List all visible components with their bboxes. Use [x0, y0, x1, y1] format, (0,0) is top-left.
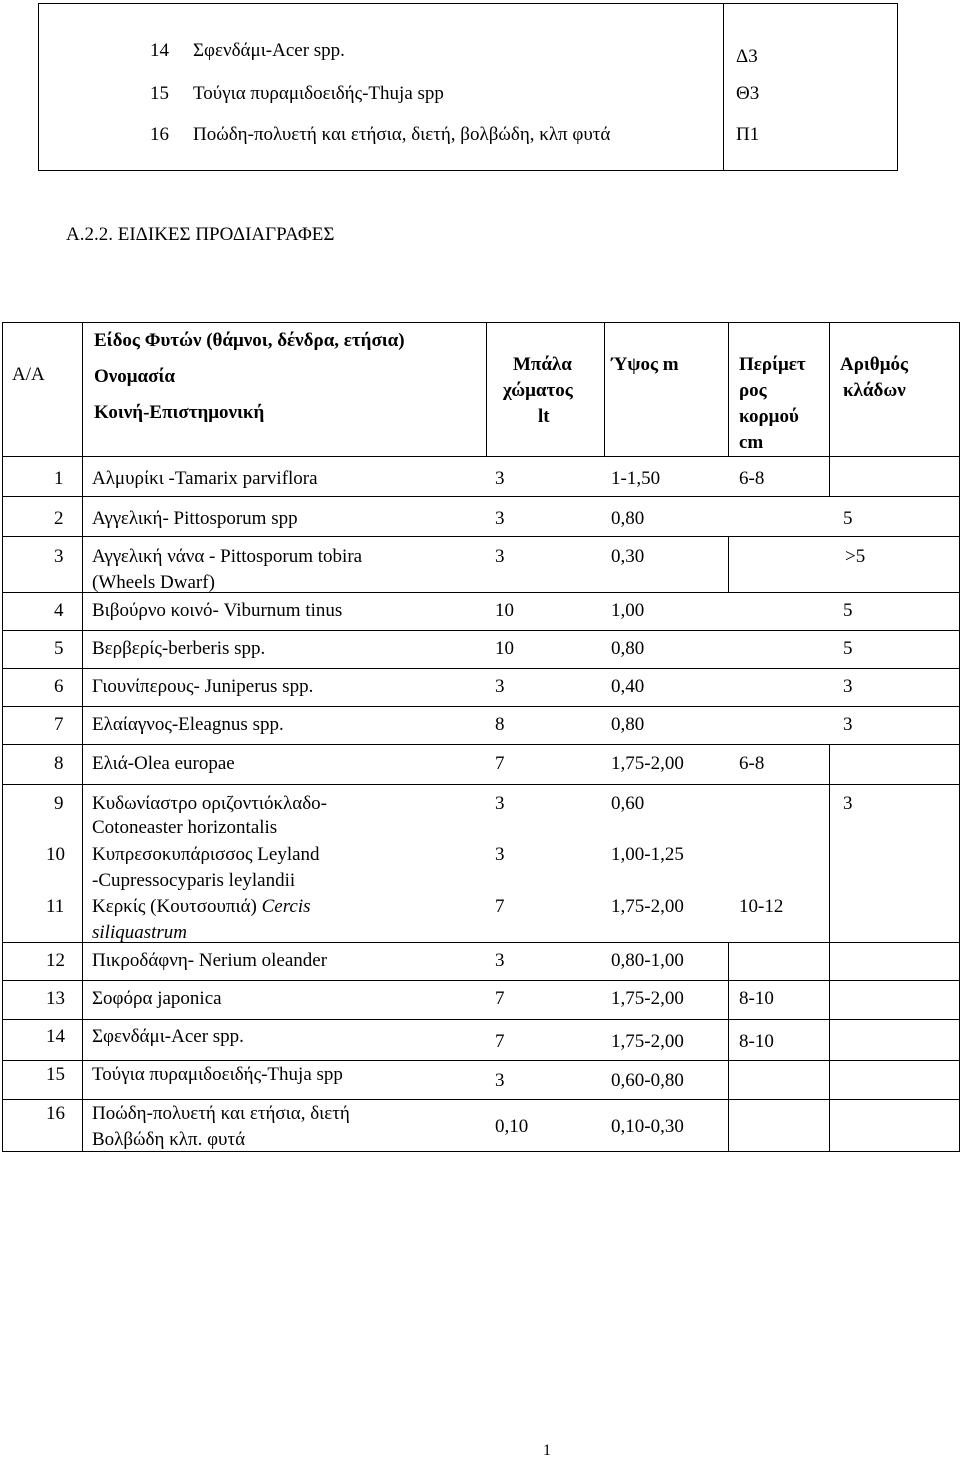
- header-branches: κλάδων: [843, 380, 906, 401]
- row-number: 14: [46, 1026, 65, 1047]
- height-value: 1,75-2,00: [611, 988, 684, 1009]
- plant-name: Σφενδάμι-Acer spp.: [92, 1026, 244, 1047]
- table-border: [2, 322, 960, 323]
- perimeter-value: 6-8: [739, 468, 765, 489]
- plant-name-cont: siliquastrum: [92, 922, 188, 943]
- height-value: 0,80-1,00: [611, 950, 684, 971]
- column-divider: [728, 942, 729, 1152]
- ball-value: 7: [495, 753, 505, 774]
- plant-name: Βερβερίς-berberis spp.: [92, 638, 266, 659]
- plant-name: [92, 894, 311, 920]
- ball-value: 0,10: [495, 1116, 529, 1137]
- row-divider: [2, 784, 960, 785]
- row-number: 8: [54, 753, 64, 774]
- branches-value: 3: [843, 793, 853, 814]
- plant-name-cont: (Wheels Dwarf): [92, 572, 215, 593]
- row-divider: [2, 536, 960, 537]
- plant-name-common: Κερκίς (Κουτσουπιά): [92, 896, 262, 917]
- plant-name-italic: Cercis: [261, 896, 311, 917]
- row-number: 15: [150, 83, 169, 104]
- ball-value: 7: [495, 896, 505, 917]
- header-ball-unit: lt: [538, 406, 550, 427]
- plant-name: Πικροδάφνη- Nerium oleander: [92, 950, 328, 971]
- row-number: 4: [54, 600, 64, 621]
- branches-value: 3: [843, 714, 853, 735]
- row-number: 16: [46, 1103, 65, 1124]
- header-species-name: Ονομασία: [94, 366, 175, 387]
- plant-name: Κυδωνίαστρο οριζοντιόκλαδο-: [92, 793, 327, 814]
- height-value: 0,10-0,30: [611, 1116, 684, 1137]
- plant-code: Θ3: [736, 83, 760, 104]
- plant-name: Βιβούρνο κοινό- Viburnum tinus: [92, 600, 343, 621]
- height-value: 0,60: [611, 793, 645, 814]
- perimeter-value: 8-10: [739, 1031, 774, 1052]
- height-value: 1,75-2,00: [611, 896, 684, 917]
- column-divider: [829, 322, 830, 456]
- header-species: Είδος Φυτών (θάμνοι, δένδρα, ετήσια): [94, 330, 405, 351]
- row-divider: [2, 1099, 960, 1100]
- row-divider: [2, 1060, 960, 1061]
- branches-value: 5: [843, 508, 853, 529]
- ball-value: 3: [495, 468, 505, 489]
- header-species-common-scientific: Κοινή-Επιστημονική: [94, 402, 265, 423]
- plant-code: Π1: [736, 124, 760, 145]
- plant-name-cont: -Cupressocyparis leylandii: [92, 870, 296, 891]
- height-value: 0,40: [611, 676, 645, 697]
- ball-value: 8: [495, 714, 505, 735]
- plant-name: Σφενδάμι-Acer spp.: [193, 40, 345, 61]
- row-divider: [2, 706, 960, 707]
- row-number: 14: [150, 40, 169, 61]
- row-number: 3: [54, 546, 64, 567]
- row-number: 9: [54, 793, 64, 814]
- ball-value: 10: [495, 600, 514, 621]
- ball-value: 3: [495, 676, 505, 697]
- ball-value: 3: [495, 508, 505, 529]
- plant-name: Αγγελική- Pittosporum spp: [92, 508, 298, 529]
- height-value: 0,80: [611, 508, 645, 529]
- row-divider: [2, 496, 960, 497]
- height-value: 1,00-1,25: [611, 844, 684, 865]
- column-divider: [829, 456, 830, 496]
- row-divider: [2, 980, 960, 981]
- table-row: [39, 124, 897, 160]
- ball-value: 3: [495, 950, 505, 971]
- ball-value: 3: [495, 1070, 505, 1091]
- height-value: 1,00: [611, 600, 645, 621]
- ball-value: 3: [495, 546, 505, 567]
- column-divider: [604, 322, 605, 456]
- section-heading: Α.2.2. ΕΙΔΙΚΕΣ ΠΡΟΔΙΑΓΡΑΦΕΣ: [66, 224, 335, 245]
- plant-name: Ποώδη-πολυετή και ετήσια, διετή, βολβώδη, κλπ φυτά: [193, 124, 611, 145]
- ball-value: 7: [495, 1031, 505, 1052]
- page-number: 1: [543, 1442, 551, 1459]
- row-number: 2: [54, 508, 64, 529]
- header-perimeter: κορμού: [739, 406, 799, 427]
- header-perimeter: ρος: [739, 380, 767, 401]
- column-divider: [82, 456, 83, 1152]
- height-value: 1-1,50: [611, 468, 661, 489]
- header-ball-soil: χώματος: [503, 380, 573, 401]
- row-divider: [2, 456, 960, 457]
- height-value: 0,80: [611, 638, 645, 659]
- table-row: [39, 83, 897, 119]
- header-perimeter-unit: cm: [739, 432, 764, 453]
- height-value: 0,80: [611, 714, 645, 735]
- row-number: 13: [46, 988, 65, 1009]
- plant-name-cont: Βολβώδη κλπ. φυτά: [92, 1129, 246, 1150]
- perimeter-value: 8-10: [739, 988, 774, 1009]
- plant-name: Κυπρεσοκυπάρισσος Leyland: [92, 844, 320, 865]
- table-border: [2, 322, 3, 1152]
- table-row: [39, 40, 897, 76]
- branches-value: 3: [843, 676, 853, 697]
- branches-value: >5: [845, 546, 866, 567]
- plant-name-cont: Cotoneaster horizontalis: [92, 817, 278, 838]
- perimeter-value: 10-12: [739, 896, 784, 917]
- header-ball: Μπάλα: [513, 354, 572, 375]
- plant-name: Αλμυρίκι -Tamarix parviflora: [92, 468, 318, 489]
- header-perimeter: Περίμετ: [739, 354, 806, 375]
- column-divider: [728, 322, 729, 456]
- column-divider: [829, 784, 830, 1152]
- top-table: [38, 3, 898, 171]
- row-number: 1: [54, 468, 64, 489]
- height-value: 1,75-2,00: [611, 753, 684, 774]
- branches-value: 5: [843, 600, 853, 621]
- plant-name: Ελιά-Olea europae: [92, 753, 235, 774]
- branches-value: 5: [843, 638, 853, 659]
- specifications-table: [2, 322, 960, 1152]
- plant-code: Δ3: [736, 46, 758, 67]
- row-number: 16: [150, 124, 169, 145]
- height-value: 0,60-0,80: [611, 1070, 684, 1091]
- row-divider: [2, 744, 960, 745]
- row-divider: [2, 630, 960, 631]
- plant-name: Αγγελική νάνα - Pittosporum tobira: [92, 546, 363, 567]
- column-divider: [829, 744, 830, 784]
- plant-name: Τούγια πυραμιδοειδής-Thuja spp: [92, 1064, 343, 1085]
- row-number: 10: [46, 844, 65, 865]
- plant-name: Γιουνίπερους- Juniperus spp.: [92, 676, 314, 697]
- plant-name: Ελαίαγνος-Eleagnus spp.: [92, 714, 284, 735]
- ball-value: 3: [495, 793, 505, 814]
- ball-value: 10: [495, 638, 514, 659]
- row-number: 11: [46, 896, 65, 917]
- column-divider: [82, 322, 83, 456]
- row-number: 12: [46, 950, 65, 971]
- column-divider: [728, 536, 729, 592]
- row-divider: [2, 1019, 960, 1020]
- perimeter-value: 6-8: [739, 753, 765, 774]
- header-branches: Αριθμός: [840, 354, 908, 375]
- row-number: 5: [54, 638, 64, 659]
- ball-value: 7: [495, 988, 505, 1009]
- height-value: 0,30: [611, 546, 645, 567]
- header-aa: Α/Α: [12, 364, 45, 385]
- plant-name: Τούγια πυραμιδοειδής-Thuja spp: [193, 83, 444, 104]
- row-divider: [2, 668, 960, 669]
- plant-name: Σοφόρα japonica: [92, 988, 222, 1009]
- row-number: 7: [54, 714, 64, 735]
- plant-name: Ποώδη-πολυετή και ετήσια, διετή: [92, 1103, 350, 1124]
- header-height: Ύψος m: [611, 354, 679, 375]
- column-divider: [486, 322, 487, 456]
- row-number: 15: [46, 1064, 65, 1085]
- row-number: 6: [54, 676, 64, 697]
- ball-value: 3: [495, 844, 505, 865]
- height-value: 1,75-2,00: [611, 1031, 684, 1052]
